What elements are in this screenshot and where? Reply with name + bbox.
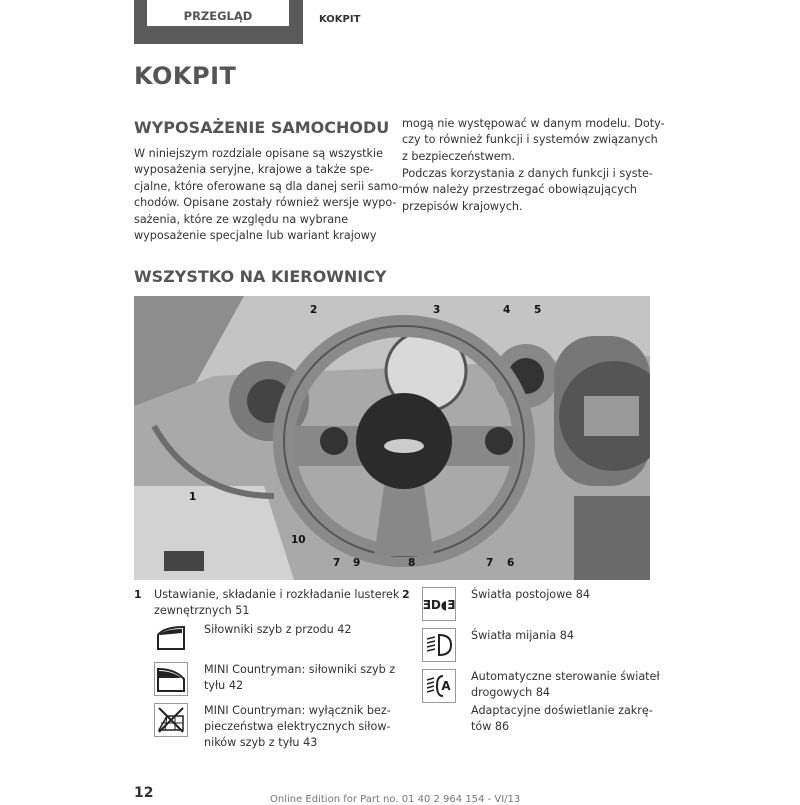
text-line: Podczas korzystania z danych funkcji i syste- [402, 167, 653, 180]
text-line: mów należy przestrzegać obowiązujących [402, 183, 637, 197]
text-line: tyłu 42 [204, 679, 244, 692]
legend-sub-rear-window [204, 662, 395, 694]
text-line: sażenia, które ze względu na wybrane [134, 212, 349, 226]
text-line: tów 86 [471, 720, 510, 733]
text-line: zewnętrznych 51 [154, 604, 250, 617]
auto-headlight-icon [422, 669, 456, 703]
callout-4: 4 [503, 304, 511, 316]
text-line: Siłowniki szyb z przodu 42 [204, 623, 352, 636]
legend-sub-parking-lights [471, 587, 590, 603]
cockpit-photo [134, 296, 650, 580]
text-line: Automatyczne sterowanie świateł [471, 670, 660, 683]
legend-sub-front-window [204, 622, 352, 638]
text-line: z bezpieczeństwem. [402, 149, 516, 163]
text-line: MINI Countryman: siłowniki szyb z [204, 663, 396, 676]
parking-lights-icon [422, 587, 456, 621]
cockpit-illustration [134, 296, 650, 580]
callout-8: 8 [408, 557, 416, 569]
text-line: wyposażenie specjalne lub wariant krajowy [134, 229, 377, 243]
text-line: chodów. Opisane zostały również wersje wypo- [134, 196, 397, 210]
text-line: pieczeństwa elektrycznych siłow- [204, 720, 391, 733]
front-window-icon [154, 621, 186, 653]
callout-7: 7 [333, 557, 341, 569]
text-line: drogowych 84 [471, 686, 551, 699]
legend-item-1 [154, 587, 399, 619]
page-title: KOKPIT [134, 62, 237, 90]
equipment-col2a [402, 116, 665, 165]
callout-10: 10 [291, 534, 306, 546]
callout-9: 9 [353, 557, 361, 569]
callout-3: 3 [433, 304, 441, 316]
text-line: cjalne, które oferowane są dla danej serii samo- [134, 179, 403, 193]
legend-num-2: 2 [402, 588, 410, 601]
legend-num-1: 1 [134, 588, 142, 601]
footer-edition: Online Edition for Part no. 01 40 2 964 154 - VI/13 [270, 794, 521, 805]
chapter-tab [134, 0, 303, 44]
callout-6: 6 [507, 557, 515, 569]
equipment-col2b [402, 166, 653, 215]
section-header: KOKPIT [319, 14, 361, 25]
window-lock-icon [154, 703, 188, 737]
callout-7b: 7 [486, 557, 494, 569]
callout-1: 1 [189, 491, 197, 503]
equipment-heading: WYPOSAŻENIE SAMOCHODU [134, 118, 390, 137]
page-number: 12 [134, 785, 154, 801]
text-line: MINI Countryman: wyłącznik bez- [204, 704, 391, 717]
legend-sub-auto-headlight [471, 669, 660, 701]
text-line: czy to również funkcji i systemów związanych [402, 133, 658, 147]
text-line: przepisów krajowych. [402, 199, 523, 213]
callout-2: 2 [310, 304, 318, 316]
legend-sub-adaptive-light [471, 703, 653, 735]
legend-sub-low-beam [471, 628, 574, 644]
text-line: mogą nie występować w danym modelu. Doty- [402, 117, 665, 130]
chapter-tab-label: PRZEGLĄD [147, 0, 289, 26]
rear-window-icon [154, 662, 188, 696]
steering-heading: WSZYSTKO NA KIEROWNICY [134, 267, 387, 286]
text-line: wyposażenia seryjne, krajowe a także spe- [134, 163, 374, 177]
svg-text:ƎD◖Ǝ: ƎD◖Ǝ [423, 598, 455, 612]
text-line: Adaptacyjne doświetlanie zakrę- [471, 704, 653, 717]
equipment-col1 [134, 146, 402, 244]
text-line: Światła mijania 84 [471, 629, 575, 642]
svg-text:A: A [441, 679, 451, 693]
text-line: Światła postojowe 84 [471, 588, 590, 601]
legend-sub-window-lock [204, 703, 391, 751]
text-line: W niniejszym rozdziale opisane są wszystkie [134, 147, 384, 160]
low-beam-icon [422, 628, 456, 662]
text-line: Ustawianie, składanie i rozkładanie lusterek [154, 588, 400, 601]
callout-5: 5 [534, 304, 542, 316]
text-line: ników szyb z tyłu 43 [204, 736, 318, 749]
